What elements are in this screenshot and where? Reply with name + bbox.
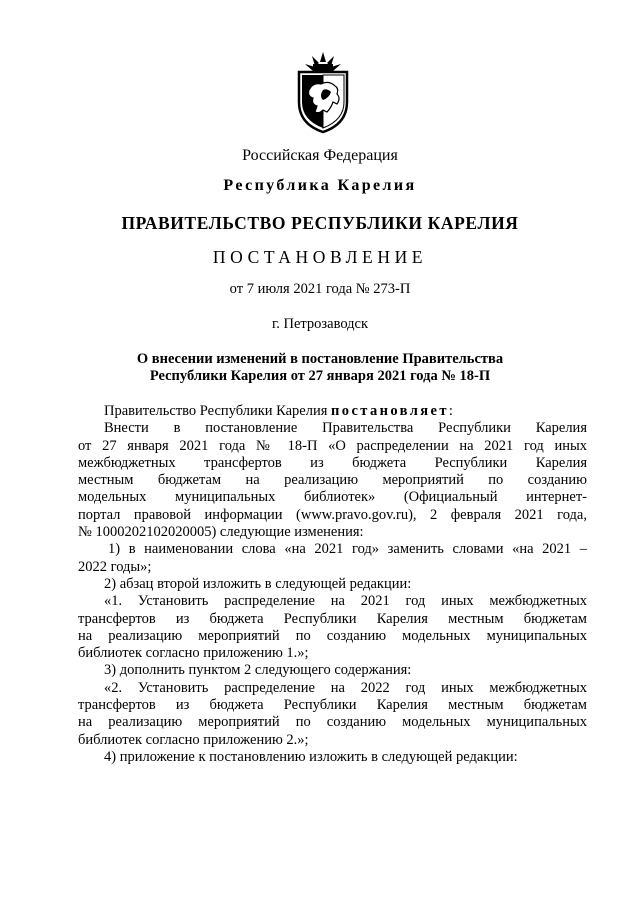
intro-verb: постановляет	[331, 403, 449, 419]
body-line: трансфертов из бюджета Республики Карелия местным бюджетам	[78, 610, 587, 627]
body-line: 3) дополнить пунктом 2 следующего содержания:	[104, 662, 412, 679]
body-line: межбюджетных трансфертов из бюджета Республики Карелия	[78, 454, 587, 471]
document-title-line: Республики Карелия от 27 января 2021 года № 18-П	[149, 368, 491, 384]
body-line: 1) в наименовании слова «на 2021 год» заменить словами «на 2021 –	[108, 541, 587, 558]
intro-prefix: Правительство Республики Карелия	[104, 403, 332, 419]
body-line: библиотек согласно приложению 1.»;	[78, 645, 309, 662]
body-line: портал правовой информации (www.pravo.gov.ru), 2 февраля 2021 года,	[78, 506, 587, 523]
body-line: трансфертов из бюджета Республики Карелия местным бюджетам	[78, 697, 587, 714]
body-line: на реализацию мероприятий по созданию модельных муниципальных	[78, 714, 587, 731]
body-line: «2. Установить распределение на 2022 год иных межбюджетных	[104, 679, 587, 696]
country-heading: Российская Федерация	[242, 147, 398, 164]
document-type-heading: ПОСТАНОВЛЕНИЕ	[212, 247, 428, 267]
body-line: библиотек согласно приложению 2.»;	[78, 731, 309, 748]
document-title	[60, 351, 580, 385]
body-line: 2022 годы»;	[78, 558, 152, 575]
government-heading: ПРАВИТЕЛЬСТВО РЕСПУБЛИКИ КАРЕЛИЯ	[121, 213, 519, 233]
intro-paragraph	[78, 403, 587, 420]
body-line: от 27 января 2021 года № 18-П «О распределении на 2021 год иных	[78, 437, 587, 454]
body-line: № 1000202102020005) следующие изменения:	[78, 524, 364, 541]
document-title-line: О внесении изменений в постановление Правительства	[136, 351, 504, 367]
intro-suffix: :	[448, 403, 453, 419]
body-line: Внести в постановление Правительства Республики Карелия	[104, 420, 587, 437]
body-line: модельных муниципальных библиотек» (Официальный интернет-	[78, 489, 587, 506]
karelia-coat-of-arms-icon	[293, 50, 353, 134]
city-line: г. Петрозаводск	[271, 316, 369, 332]
date-number-line: от 7 июля 2021 года № 273-П	[229, 281, 411, 297]
body-line: на реализацию мероприятий по созданию модельных муниципальных	[78, 627, 587, 644]
republic-heading: Республика Карелия	[223, 177, 417, 194]
body-line: местным бюджетам на реализацию мероприятий по созданию	[78, 472, 587, 489]
body-line: «1. Установить распределение на 2021 год иных межбюджетных	[104, 593, 587, 610]
body-line: 2) абзац второй изложить в следующей редакции:	[104, 575, 412, 592]
body-line: 4) приложение к постановлению изложить в следующей редакции:	[104, 748, 518, 765]
document-body	[78, 403, 587, 766]
